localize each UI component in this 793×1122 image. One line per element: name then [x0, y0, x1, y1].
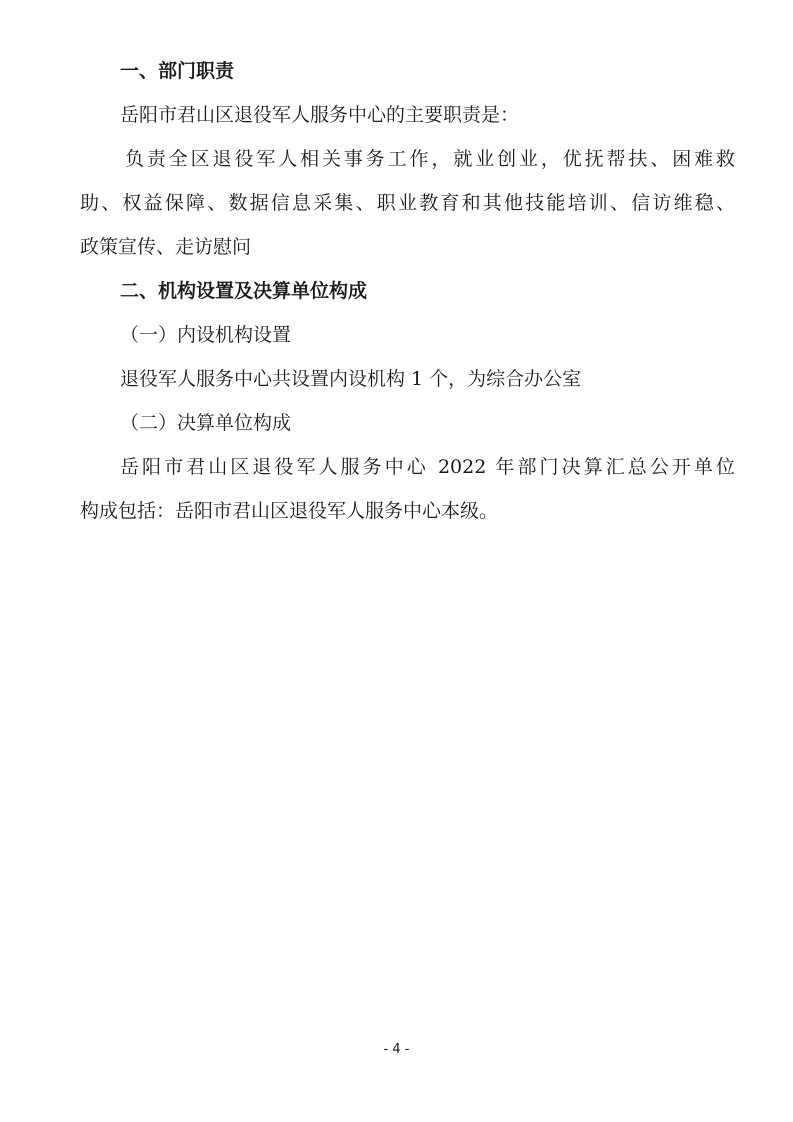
page-number: - 4 -: [383, 1042, 410, 1057]
duties-line-1: 负责全区退役军人相关事务工作，就业创业，优抚帮扶、困难救: [125, 148, 735, 170]
duties-line-3: 政策宣传、走访慰问: [80, 236, 252, 258]
duties-line-2: 助、权益保障、数据信息采集、职业教育和其他技能培训、信访维稳、: [80, 192, 735, 214]
subsection-1-text: 退役军人服务中心共设置内设机构 1 个，为综合办公室: [120, 368, 582, 390]
subsection-2-line-1: 岳阳市君山区退役军人服务中心 2022 年部门决算汇总公开单位: [120, 456, 735, 478]
subsection-2-line-2: 构成包括：岳阳市君山区退役军人服务中心本级。: [80, 500, 499, 522]
subsection-1-heading: （一）内设机构设置: [120, 324, 292, 346]
section-2-heading: 二、机构设置及决算单位构成: [120, 280, 368, 302]
subsection-2-heading: （二）决算单位构成: [120, 412, 292, 434]
section-1-intro: 岳阳市君山区退役军人服务中心的主要职责是：: [120, 104, 520, 126]
section-1-heading: 一、部门职责: [120, 60, 235, 82]
